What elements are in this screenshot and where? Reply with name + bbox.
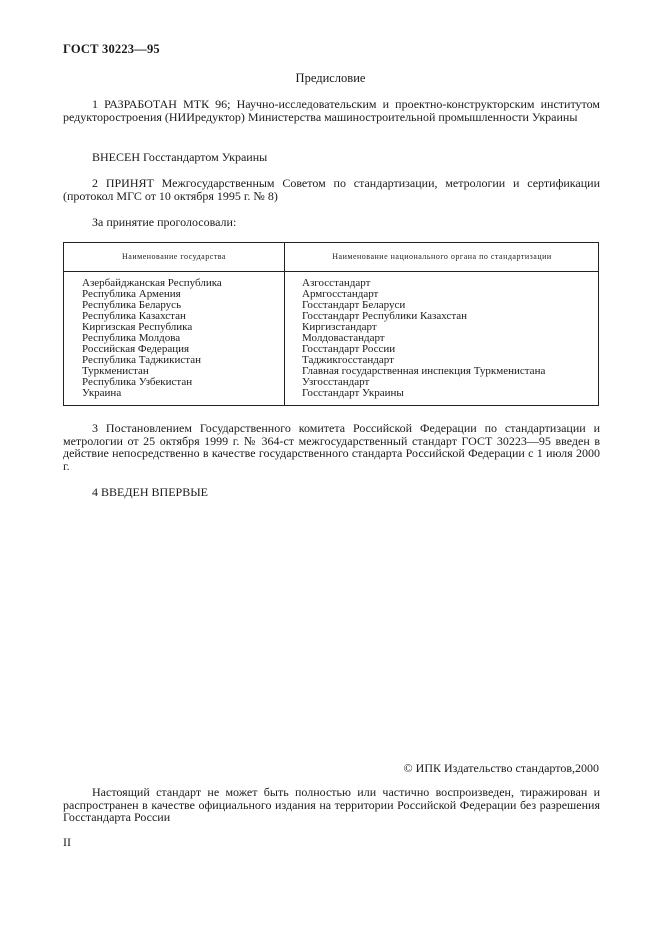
table-header-state: Наименование государства [122,252,226,261]
table-cell-body: Таджикгосстандарт [302,354,394,366]
table-column-divider [284,243,285,405]
table-cell-body: Госстандарт Беларуси [302,299,406,311]
table-cell-body: Азгосстандарт [302,277,371,289]
table-cell-state: Киргизская Республика [82,321,193,333]
table-cell-state: Российская Федерация [82,343,190,355]
table-cell-state: Республика Беларусь [82,299,182,311]
paragraph-developed [63,98,600,123]
table-cell-body: Госстандарт России [302,343,396,355]
table-cell-body: Госстандарт Республики Казахстан [302,310,468,322]
table-cell-state: Республика Армения [82,288,181,300]
table-cell-state: Республика Таджикистан [82,354,201,366]
table-cell-body: Молдовастандарт [302,332,385,344]
paragraph-voted [63,216,600,229]
paragraph-introduced-text: ВНЕСЕН Госстандартом Украины [92,150,268,164]
reproduction-notice [63,786,600,824]
paragraph-voted-text: За принятие проголосовали: [92,215,237,229]
paragraph-first-introduced [63,486,600,499]
reproduction-notice-text: Настоящий стандарт не может быть полностью или частично воспроизведен, тиражирован и распространен в качестве официального издания на территории Российской Федерации без разрешения Госстандарта России [63,785,600,824]
table-header-body: Наименование национального органа по стандартизации [332,252,552,261]
table-cell-state: Республика Казахстан [82,310,186,322]
paragraph-enacted [63,422,600,472]
paragraph-adopted [63,177,600,202]
table-cell-state: Туркменистан [82,365,149,377]
table-cell-body: Госстандарт Украины [302,387,404,399]
section-title: Предисловие [295,71,366,85]
paragraph-developed-text: 1 РАЗРАБОТАН МТК 96; Научно-исследовательским и проектно-конструкторским институтом редукторостроения (НИИредуктор) Министерства машиностроительной промышленности Украины [63,97,600,124]
document-code: ГОСТ 30223—95 [63,42,160,56]
table-cell-body: Киргизстандарт [302,321,377,333]
table-cell-state: Украина [82,387,122,399]
states-column [82,278,222,399]
table-cell-body: Армгосстандарт [302,288,379,300]
table-header-divider [64,271,598,272]
paragraph-first-introduced-text: 4 ВВЕДЕН ВПЕРВЫЕ [92,485,208,499]
bodies-column [302,278,545,399]
table-cell-body: Узгосстандарт [302,376,370,388]
table-cell-state: Азербайджанская Республика [82,277,222,289]
paragraph-adopted-text: 2 ПРИНЯТ Межгосударственным Советом по стандартизации, метрологии и сертификации (протокол МГС от 10 октября 1995 г. № 8) [63,176,600,203]
paragraph-introduced [63,151,600,164]
page-number: II [63,835,71,849]
table-cell-state: Республика Молдова [82,332,181,344]
paragraph-enacted-text: 3 Постановлением Государственного комитета Российской Федерации по стандартизации и метрологии от 25 октября 1999 г. № 364-ст межгосударственный стандарт ГОСТ 30223—95 введен в действие непосредственно в качестве государственного стандарта Российской Федерации с 1 июля 2000 г. [63,421,600,473]
copyright-line: © ИПК Издательство стандартов,2000 [403,761,599,775]
voting-table [63,242,599,406]
table-cell-state: Республика Узбекистан [82,376,193,388]
table-cell-body: Главная государственная инспекция Туркменистана [302,365,546,377]
